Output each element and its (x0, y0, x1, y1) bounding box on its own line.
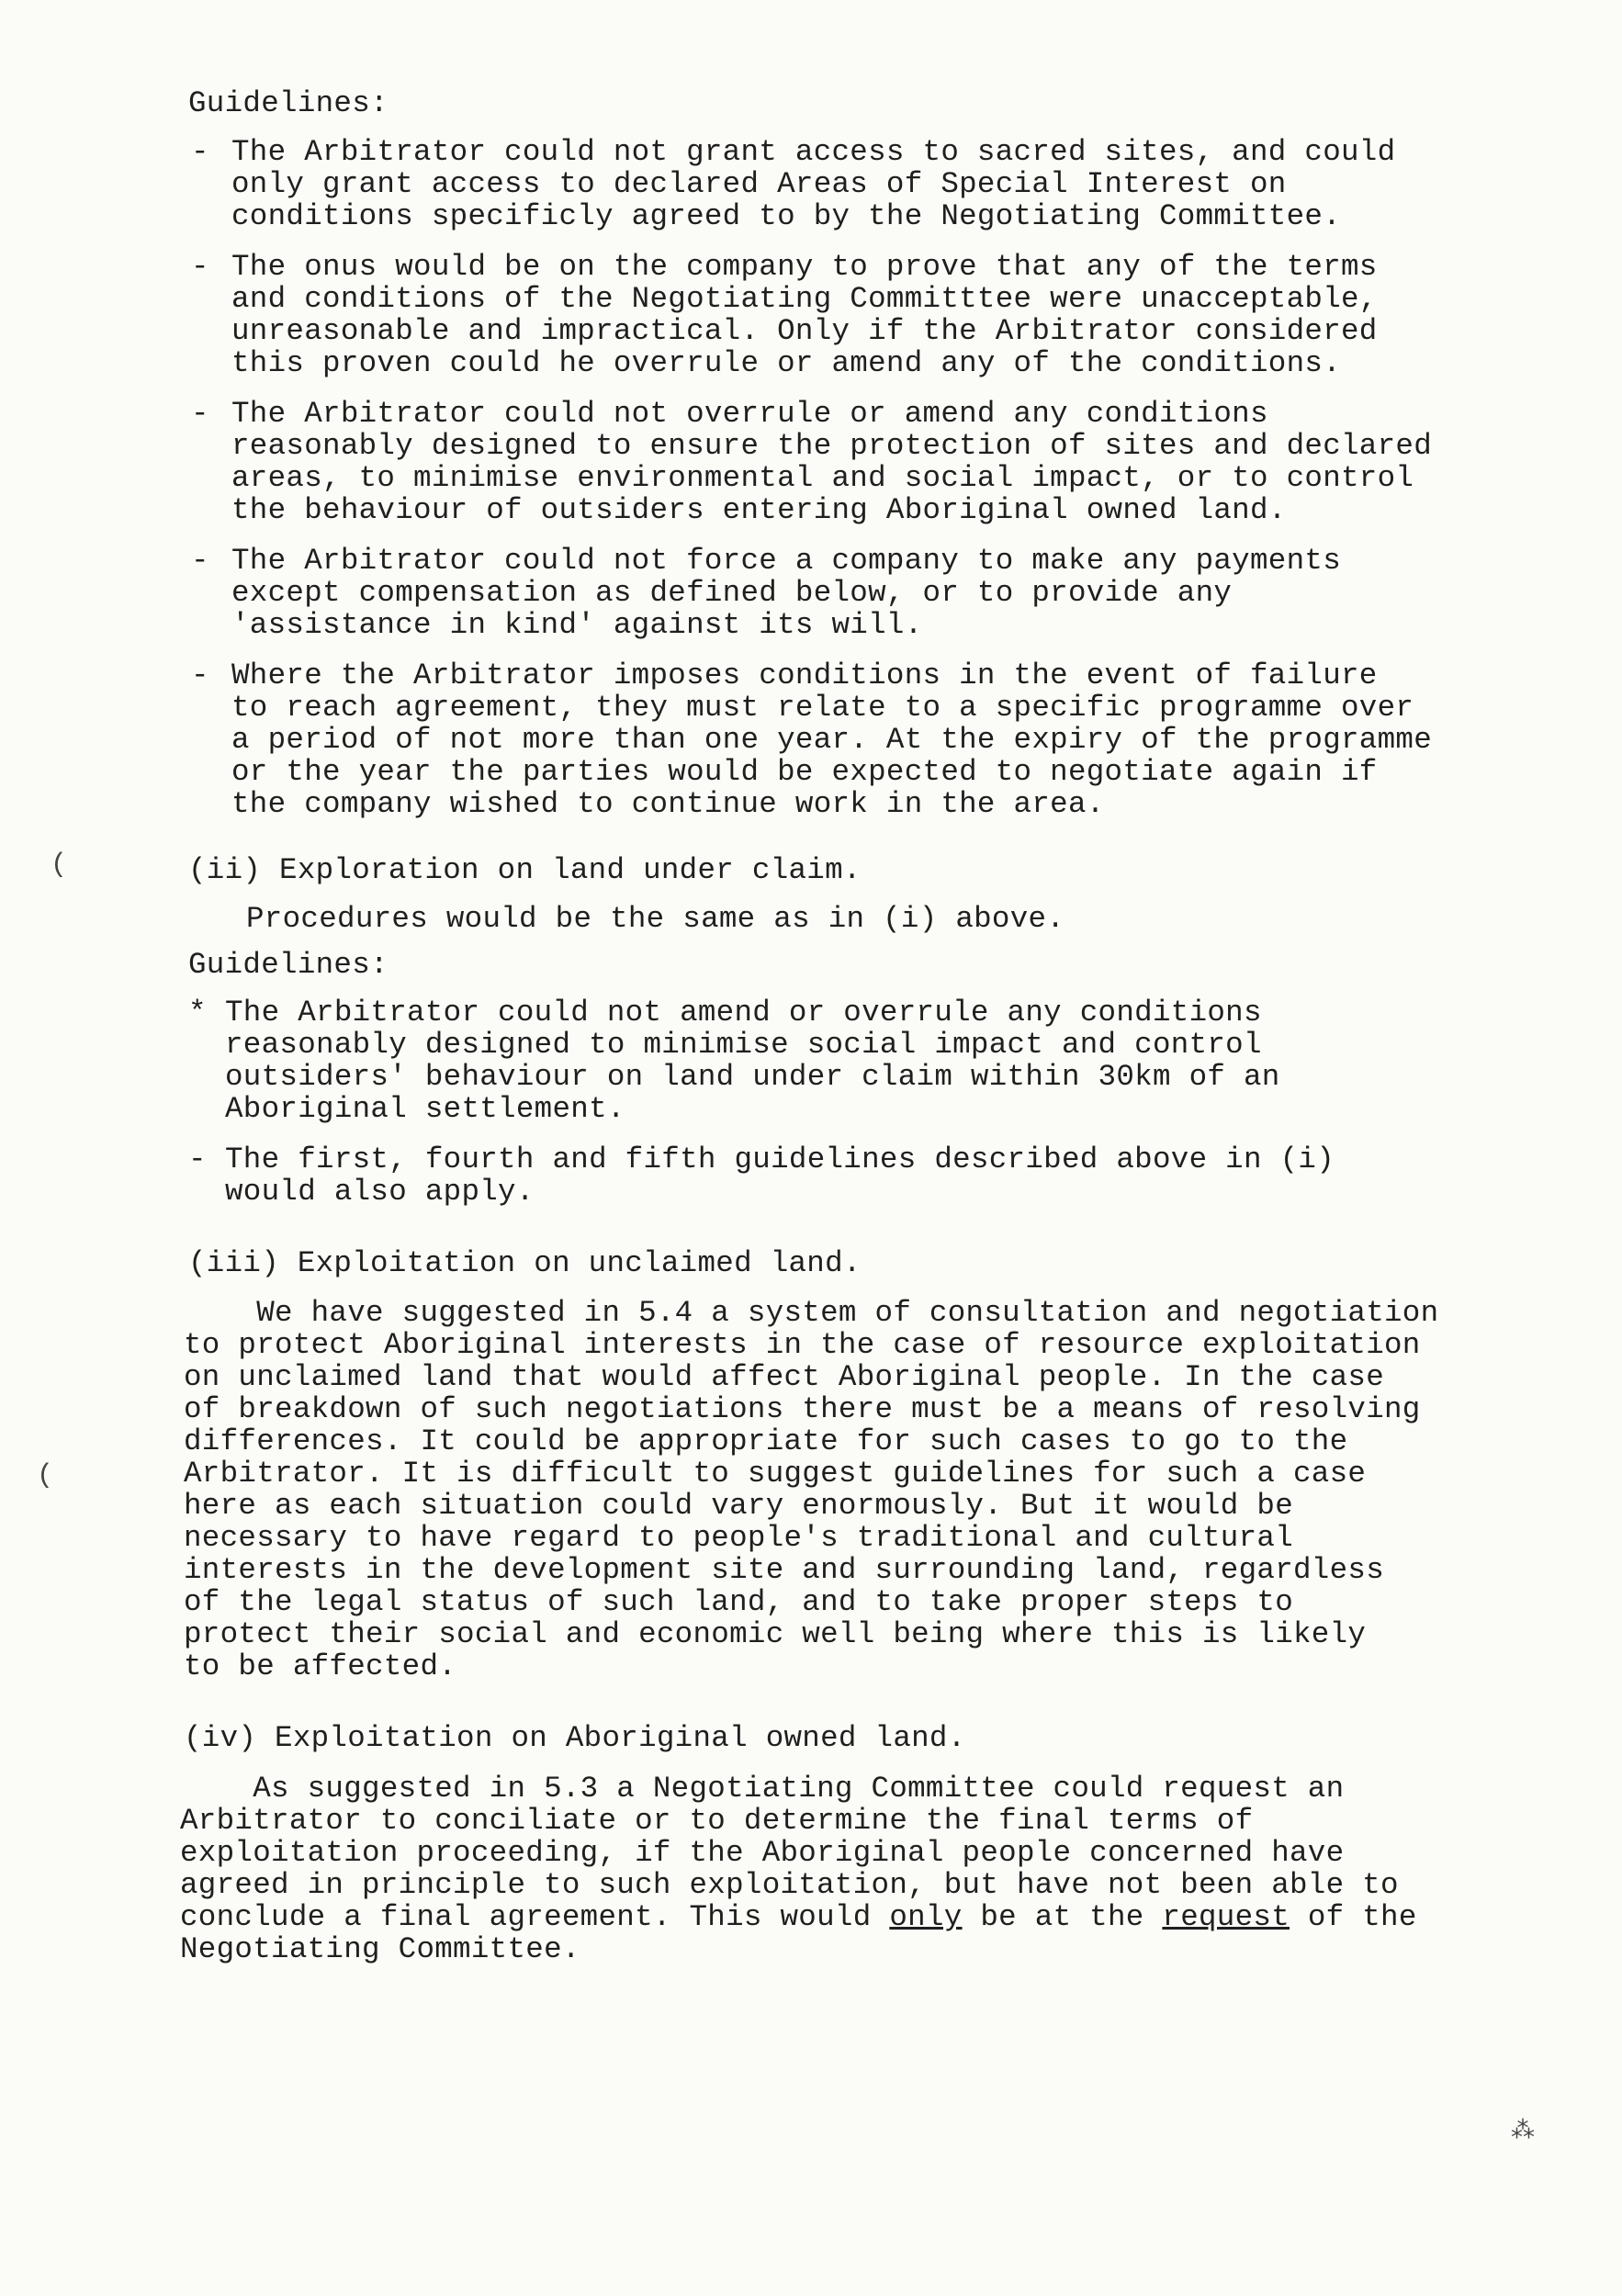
paragraph-line: Arbitrator. It is difficult to suggest guidelines for such a case (184, 1457, 1367, 1491)
paragraph-line: to be affected. (184, 1649, 457, 1683)
paragraph-line: agreed in principle to such exploitation, but have not been able to (180, 1868, 1399, 1902)
guideline-line: The Arbitrator could not force a company to make any payments (231, 544, 1341, 578)
guideline-line: only grant access to declared Areas of Special Interest on (231, 167, 1287, 201)
guideline-line: The first, fourth and fifth guidelines described above in (i) (225, 1142, 1335, 1176)
guideline-line: reasonably designed to minimise social impact and control (225, 1028, 1262, 1062)
section-ii-heading: (ii) Exploration on land under claim. (188, 853, 862, 887)
section-iv-last-line (180, 1901, 1417, 1933)
guidelines-label-i: Guidelines: (188, 86, 389, 120)
guideline-line: would also apply. (225, 1175, 535, 1209)
paragraph-line: interests in the development site and surrounding land, regardless (184, 1553, 1385, 1587)
guideline-line: The Arbitrator could not overrule or amend any conditions (231, 397, 1268, 431)
guideline-line: a period of not more than one year. At the expiry of the programme (231, 723, 1433, 757)
paragraph-line: exploitation proceeding, if the Aboriginal people concerned have (180, 1836, 1345, 1870)
section-iv-paragraph (180, 1773, 1399, 1901)
underlined-only: only (889, 1900, 963, 1934)
guideline-line: reasonably designed to ensure the protection of sites and declared (231, 429, 1433, 463)
paragraph-line: of the legal status of such land, and to take proper steps to (184, 1585, 1293, 1619)
guideline-line: Where the Arbitrator imposes conditions in the event of failure (231, 658, 1378, 692)
scan-mark: ( (37, 1460, 54, 1491)
last-line-start: conclude a final agreement. This would (180, 1900, 890, 1934)
guideline-line: or the year the parties would be expected to negotiate again if (231, 755, 1378, 789)
guideline-line: The Arbitrator could not grant access to sacred sites, and could (231, 135, 1396, 169)
bullet-mark: - (188, 1142, 207, 1176)
guideline-line: outsiders' behaviour on land under claim within 30km of an (225, 1060, 1280, 1094)
paragraph-line: on unclaimed land that would affect Aboriginal people. In the case (184, 1360, 1385, 1394)
guideline-line: areas, to minimise environmental and social impact, or to control (231, 461, 1414, 495)
guideline-line: conditions specificly agreed to by the Negotiating Committee. (231, 199, 1341, 233)
section-iii-paragraph (184, 1297, 1438, 1683)
bullet-mark: - (191, 135, 209, 169)
section-iv-heading: (iv) Exploitation on Aboriginal owned land. (184, 1721, 966, 1755)
paragraph-line: We have suggested in 5.4 a system of consultation and negotiation (184, 1296, 1439, 1330)
paragraph-line: Arbitrator to conciliate or to determine the final terms of (180, 1804, 1254, 1838)
section-iii-heading: (iii) Exploitation on unclaimed land. (188, 1246, 862, 1280)
guideline-line: this proven could he overrule or amend any of the conditions. (231, 346, 1341, 380)
paragraph-line: here as each situation could vary enormously. But it would be (184, 1489, 1293, 1523)
guideline-line: Aboriginal settlement. (225, 1092, 625, 1126)
paragraph-line: to protect Aboriginal interests in the case of resource exploitation (184, 1328, 1421, 1362)
section-iv-final-line: Negotiating Committee. (180, 1932, 580, 1966)
section-ii-procedures: Procedures would be the same as in (i) above. (246, 902, 1065, 936)
bullet-mark: - (191, 658, 209, 692)
paragraph-line: of breakdown of such negotiations there must be a means of resolving (184, 1392, 1421, 1426)
scan-mark: ⁂ (1511, 2118, 1535, 2145)
guideline-line: and conditions of the Negotiating Committtee were unacceptable, (231, 282, 1378, 316)
guidelines-label-ii: Guidelines: (188, 948, 389, 982)
paragraph-line: differences. It could be appropriate for such cases to go to the (184, 1424, 1348, 1458)
guideline-line: 'assistance in kind' against its will. (231, 608, 923, 642)
last-line-mid: be at the (962, 1900, 1163, 1934)
paragraph-line: necessary to have regard to people's traditional and cultural (184, 1521, 1293, 1555)
bullet-mark: - (191, 544, 209, 578)
scan-mark: ( (51, 850, 68, 881)
paragraph-line: protect their social and economic well being where this is likely (184, 1617, 1367, 1651)
guideline-line: the company wished to continue work in the area. (231, 787, 1105, 821)
guideline-line: The onus would be on the company to prove that any of the terms (231, 250, 1378, 284)
underlined-request: request (1162, 1900, 1290, 1934)
guideline-line: The Arbitrator could not amend or overrule any conditions (225, 996, 1262, 1030)
bullet-mark: - (191, 250, 209, 284)
guideline-line: the behaviour of outsiders entering Aboriginal owned land. (231, 493, 1287, 527)
last-line-end: of the (1290, 1900, 1417, 1934)
paragraph-line: As suggested in 5.3 a Negotiating Committee could request an (180, 1772, 1345, 1806)
guideline-line: except compensation as defined below, or to provide any (231, 576, 1233, 610)
guideline-line: unreasonable and impractical. Only if the Arbitrator considered (231, 314, 1378, 348)
bullet-mark: - (191, 397, 209, 431)
bullet-mark: * (188, 996, 207, 1030)
guideline-line: to reach agreement, they must relate to a specific programme over (231, 691, 1414, 725)
